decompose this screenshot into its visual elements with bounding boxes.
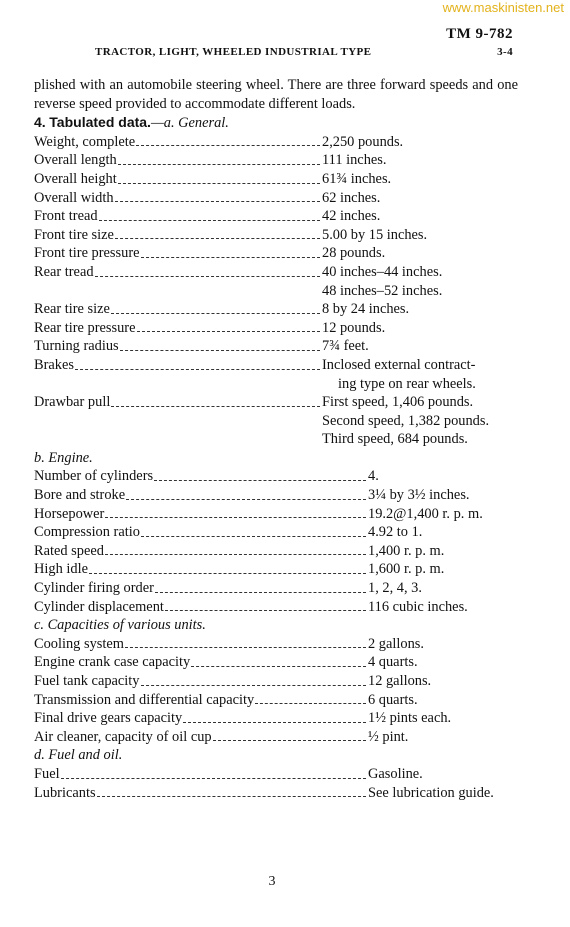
row-value: 4 quarts.	[368, 654, 418, 671]
row-label: Final drive gears capacity	[34, 710, 183, 727]
subsection-a-title: —a. General.	[150, 115, 229, 132]
general-table	[34, 133, 518, 282]
row-label: Drawbar pull	[34, 394, 111, 411]
row-label: Cooling system	[34, 635, 124, 652]
row-value: 12 gallons.	[368, 673, 432, 689]
row-value: 8 by 24 inches.	[322, 301, 410, 318]
row-value: See lubrication guide.	[368, 784, 494, 801]
row-label: High idle	[34, 561, 88, 578]
row-value: 2 gallons.	[368, 635, 424, 652]
row-label: Front tire size	[34, 226, 114, 243]
leader-dots	[95, 276, 320, 277]
leader-dots	[213, 740, 366, 741]
row-value: First speed, 1,406 pounds.	[322, 394, 474, 411]
leader-dots	[191, 666, 366, 667]
row-label: Compression ratio	[34, 524, 140, 541]
table-row	[34, 523, 518, 542]
leader-dots	[137, 331, 321, 332]
row-label: Fuel tank capacity	[34, 673, 140, 689]
row-label: Cylinder firing order	[34, 580, 154, 597]
drawbar-table	[34, 393, 518, 412]
row-value: 1½ pints each.	[368, 710, 452, 727]
row-label: Turning radius	[34, 338, 119, 355]
fuel-table	[34, 765, 518, 802]
leader-dots	[165, 610, 366, 611]
row-label: Overall height	[34, 170, 117, 187]
row-label: Bore and stroke	[34, 487, 126, 504]
section-number: 4.	[34, 114, 46, 131]
row-value: 4.92 to 1.	[368, 524, 423, 541]
row-value: 12 pounds.	[322, 319, 386, 336]
row-label: Front tread	[34, 208, 98, 225]
leader-dots	[61, 778, 366, 779]
page-body	[34, 76, 518, 802]
leader-dots	[125, 647, 366, 648]
table-row	[34, 467, 518, 486]
general-table-2	[34, 300, 518, 374]
table-row	[34, 300, 518, 319]
leader-dots	[115, 238, 320, 239]
row-value: 40 inches–44 inches.	[322, 263, 443, 280]
row-label: Fuel	[34, 765, 60, 782]
row-value: 42 inches.	[322, 208, 381, 225]
table-row	[34, 653, 518, 672]
leader-dots	[183, 722, 366, 723]
row-label: Front tire pressure	[34, 245, 140, 262]
leader-dots	[126, 499, 366, 500]
table-row	[34, 560, 518, 579]
leader-dots	[141, 257, 320, 258]
row-value: 1,600 r. p. m.	[368, 561, 445, 578]
row-value: 5.00 by 15 inches.	[322, 226, 428, 243]
table-row	[34, 263, 518, 282]
table-row	[34, 635, 518, 654]
table-row	[34, 207, 518, 226]
row-value: 116 cubic inches.	[368, 598, 468, 615]
leader-dots	[120, 350, 320, 351]
row-label: Rated speed	[34, 542, 104, 559]
brakes-continuation: ing type on rear wheels.	[338, 375, 476, 392]
row-label: Brakes	[34, 356, 74, 373]
leader-dots	[255, 703, 366, 704]
row-value: 19.2@1,400 r. p. m.	[368, 505, 483, 522]
intro-paragraph: plished with an automobile steering wheel. There are three forward speeds and one reverse speed provided to accommodate different loads.	[34, 77, 518, 112]
leader-dots	[141, 685, 367, 686]
row-value: 6 quarts.	[368, 691, 418, 708]
table-row	[34, 542, 518, 561]
row-value: 4.	[368, 468, 379, 485]
leader-dots	[118, 183, 320, 184]
row-value: Gasoline.	[368, 765, 423, 782]
table-row	[34, 691, 518, 710]
leader-dots	[118, 164, 320, 165]
row-label: Transmission and differential capacity	[34, 691, 255, 708]
engine-table	[34, 467, 518, 616]
leader-dots	[105, 554, 366, 555]
table-row	[34, 709, 518, 728]
row-label: Engine crank case capacity	[34, 654, 191, 671]
row-label: Rear tire size	[34, 301, 110, 318]
table-row	[34, 356, 518, 375]
table-row	[34, 672, 518, 691]
leader-dots	[136, 145, 320, 146]
row-value: 1, 2, 4, 3.	[368, 580, 422, 597]
row-label: Overall width	[34, 189, 114, 206]
row-value: 62 inches.	[322, 189, 381, 206]
row-label: Horsepower	[34, 505, 105, 522]
row-value: 7¾ feet.	[322, 338, 369, 355]
table-row	[34, 319, 518, 338]
leader-dots	[111, 406, 320, 407]
table-row	[34, 579, 518, 598]
rear-tread-continuation: 48 inches–52 inches.	[322, 282, 443, 299]
row-value: 111 inches.	[322, 152, 387, 169]
table-row	[34, 244, 518, 263]
running-title: TRACTOR, LIGHT, WHEELED INDUSTRIAL TYPE	[95, 46, 372, 58]
table-row	[34, 337, 518, 356]
row-value: Inclosed external contract-	[322, 356, 476, 373]
row-label: Air cleaner, capacity of oil cup	[34, 728, 212, 745]
leader-dots	[97, 796, 366, 797]
table-row	[34, 151, 518, 170]
row-value: 61¾ inches.	[322, 170, 392, 187]
row-value: ½ pint.	[368, 728, 409, 745]
leader-dots	[111, 313, 320, 314]
row-value: 3¼ by 3½ inches.	[368, 487, 470, 504]
leader-dots	[154, 480, 366, 481]
table-row	[34, 505, 518, 524]
subsection-b-title: b. Engine.	[34, 449, 93, 466]
table-row	[34, 170, 518, 189]
row-label: Cylinder displacement	[34, 598, 164, 615]
section-title: Tabulated data.	[49, 114, 151, 131]
page-number: 3	[268, 874, 276, 889]
row-label: Lubricants	[34, 784, 96, 801]
drawbar-continuation-1: Second speed, 1,382 pounds.	[322, 412, 490, 429]
leader-dots	[141, 536, 366, 537]
section-heading	[34, 113, 518, 133]
drawbar-continuation-2: Third speed, 684 pounds.	[322, 431, 468, 448]
section-range: 3-4	[497, 46, 513, 58]
running-header	[95, 46, 513, 58]
leader-dots	[99, 220, 320, 221]
table-row	[34, 784, 518, 803]
table-row	[34, 765, 518, 784]
table-row	[34, 728, 518, 747]
row-label: Weight, complete	[34, 133, 136, 150]
row-value: 2,250 pounds.	[322, 133, 404, 150]
table-row	[34, 189, 518, 208]
subsection-c-title: c. Capacities of various units.	[34, 617, 206, 634]
row-value: 1,400 r. p. m.	[368, 542, 445, 559]
tm-number: TM 9-782	[446, 26, 513, 42]
row-label: Rear tread	[34, 263, 94, 280]
capacities-table	[34, 635, 518, 747]
watermark: www.maskinisten.net	[442, 0, 564, 15]
row-value: 28 pounds.	[322, 245, 386, 262]
leader-dots	[115, 201, 320, 202]
table-row	[34, 598, 518, 617]
table-row	[34, 226, 518, 245]
leader-dots	[75, 369, 320, 370]
leader-dots	[105, 517, 366, 518]
leader-dots	[89, 573, 366, 574]
leader-dots	[155, 592, 366, 593]
table-row	[34, 486, 518, 505]
row-label: Overall length	[34, 152, 117, 169]
row-label: Number of cylinders	[34, 468, 154, 485]
row-label: Rear tire pressure	[34, 319, 136, 336]
subsection-d-title: d. Fuel and oil.	[34, 747, 123, 764]
table-row	[34, 393, 518, 412]
table-row	[34, 133, 518, 152]
